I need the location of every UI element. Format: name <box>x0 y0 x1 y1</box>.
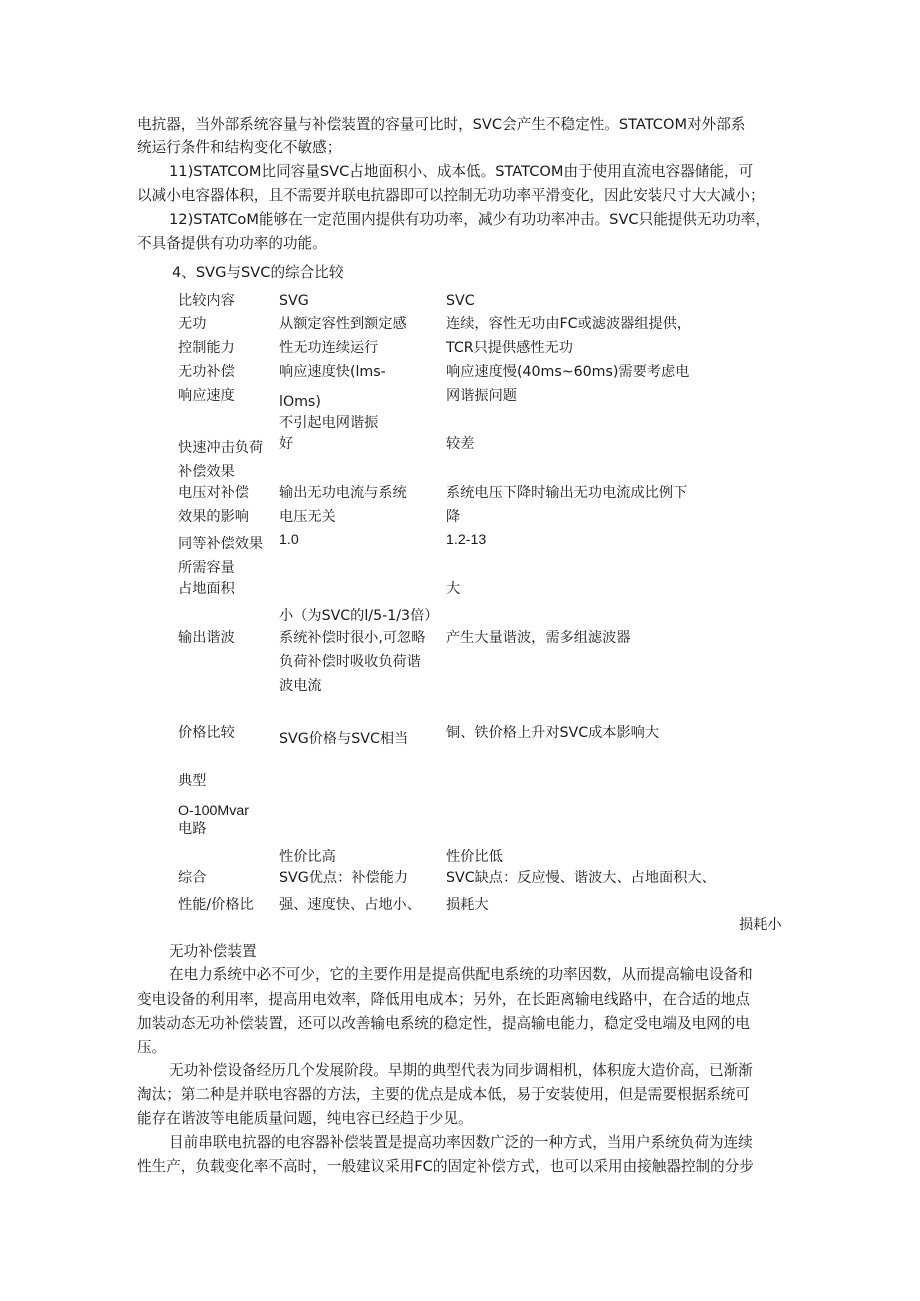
table-cell: 典型 <box>178 773 207 789</box>
table-cell: 波电流 <box>279 678 322 694</box>
table-cell: 从额定容性到额定感 <box>279 316 407 332</box>
table-cell: 损耗小 <box>739 917 782 933</box>
table-cell: 网谐振问题 <box>446 388 517 404</box>
table-cell: 同等补偿效果 <box>178 536 264 552</box>
text-line: 能存在谐波等电能质量问题，纯电容已经趋于少见。 <box>137 1110 473 1127</box>
text-line: 在电力系统中必不可少，它的主要作用是提高供配电系统的功率因数，从而提高输电设备和 <box>169 966 753 983</box>
table-cell: 好 <box>279 436 294 452</box>
table-cell: SVC <box>446 293 475 309</box>
table-cell: 性无功连续运行 <box>279 340 379 356</box>
text-line: 以减小电容器体积，且不需要并联电抗器即可以控制无功功率平滑变化，因此安装尺寸大大减小； <box>137 187 765 204</box>
subheading: 无功补偿装置 <box>169 943 257 960</box>
table-cell: 性价比低 <box>446 849 503 865</box>
table-cell: 降 <box>446 509 461 525</box>
table-cell: TCR只提供感性无功 <box>446 340 573 356</box>
table-cell: O-100Mvar <box>178 803 249 819</box>
table-cell: 负荷补偿时吸收负荷谐 <box>279 654 421 670</box>
table-cell: 响应速度快(lms- <box>279 364 386 380</box>
text-line: 目前串联电抗器的电容器补偿装置是提高功率因数广泛的一种方式，当用户系统负荷为连续 <box>169 1134 753 1151</box>
text-line: 12)STATCoM能够在一定范围内提供有功功率，减少有功功率冲击。SVC只能提供无功功率， <box>169 211 770 228</box>
table-cell: 电路 <box>178 821 207 837</box>
table-cell: SVG优点：补偿能力 <box>279 870 409 886</box>
table-cell: 输出无功电流与系统 <box>279 485 407 501</box>
text-line: 性生产，负载变化率不高时，一般建议采用FC的固定补偿方式，也可以采用由接触器控制的分步 <box>137 1158 754 1175</box>
table-cell: 强、速度快、占地小、 <box>279 897 421 913</box>
table-cell: 价格比较 <box>178 725 235 741</box>
text-line: 无功补偿设备经历几个发展阶段。早期的典型代表为同步调相机，体积庞大造价高，已渐渐 <box>169 1062 753 1079</box>
table-cell: 系统电压下降时输出无功电流成比例下 <box>446 485 688 501</box>
table-cell: 大 <box>446 581 461 597</box>
table-cell: SVG <box>279 293 309 309</box>
table-cell: 1.0 <box>279 532 299 548</box>
text-line: 电抗器，当外部系统容量与补偿装置的容量可比时，SVC会产生不稳定性。STATCOM对外部系 <box>137 116 746 133</box>
table-cell: 综合 <box>178 870 207 886</box>
section-title: 4、SVG与SVC的综合比较 <box>172 264 344 281</box>
table-cell: 铜、铁价格上升对SVC成本影响大 <box>446 725 660 741</box>
table-cell: 小（为SVC的l/5-1/3倍） <box>279 608 439 624</box>
table-cell: 响应速度 <box>178 388 235 404</box>
table-cell: 较差 <box>446 436 475 452</box>
text-line: 变电设备的利用率，提高用电效率，降低用电成本；另外，在长距离输电线路中，在合适的地点 <box>137 991 750 1008</box>
table-cell: lOms) <box>279 394 321 410</box>
table-cell: 所需容量 <box>178 560 235 576</box>
table-cell: 连续，容性无功由FC或滤波器组提供， <box>446 316 692 332</box>
table-cell: 系统补偿时很小,可忽略 <box>279 630 426 646</box>
table-cell: 控制能力 <box>178 340 235 356</box>
table-cell: 电压无关 <box>279 509 336 525</box>
text-line: 11)STATCOM比同容量SVC占地面积小、成本低。STATCOM由于使用直流电容器储能，可 <box>169 163 754 180</box>
table-cell: 电压对补偿 <box>178 485 249 501</box>
table-cell: 无功补偿 <box>178 364 235 380</box>
table-cell: 输出谐波 <box>178 630 235 646</box>
table-cell: 快速冲击负荷 <box>178 440 264 456</box>
table-cell: 无功 <box>178 316 207 332</box>
table-cell: 补偿效果 <box>178 464 235 480</box>
table-cell: 占地面积 <box>178 581 235 597</box>
table-cell: SVC缺点：反应慢、谐波大、占地面积大、 <box>446 870 716 886</box>
table-cell: 产生大量谐波，需多组滤波器 <box>446 630 631 646</box>
text-line: 淘汰；第二种是并联电容器的方法，主要的优点是成本低，易于安装使用，但是需要根据系统可 <box>137 1086 750 1103</box>
table-cell: 性能/价格比 <box>178 897 254 913</box>
table-cell: SVG价格与SVC相当 <box>279 731 409 747</box>
text-line: 统运行条件和结构变化不敏感； <box>137 139 342 156</box>
table-cell: 1.2-13 <box>446 532 487 548</box>
table-cell: 不引起电网谐振 <box>279 415 379 431</box>
table-cell: 比较内容 <box>178 293 235 309</box>
table-cell: 效果的影响 <box>178 509 249 525</box>
text-line: 压。 <box>137 1039 167 1056</box>
table-cell: 损耗大 <box>446 897 489 913</box>
text-line: 不具备提供有功功率的功能。 <box>137 235 327 252</box>
table-cell: 性价比高 <box>279 849 336 865</box>
text-line: 加装动态无功补偿装置，还可以改善输电系统的稳定性，提高输电能力，稳定受电端及电网的电 <box>137 1015 750 1032</box>
table-cell: 响应速度慢(40ms~60ms)需要考虑电 <box>446 364 690 380</box>
